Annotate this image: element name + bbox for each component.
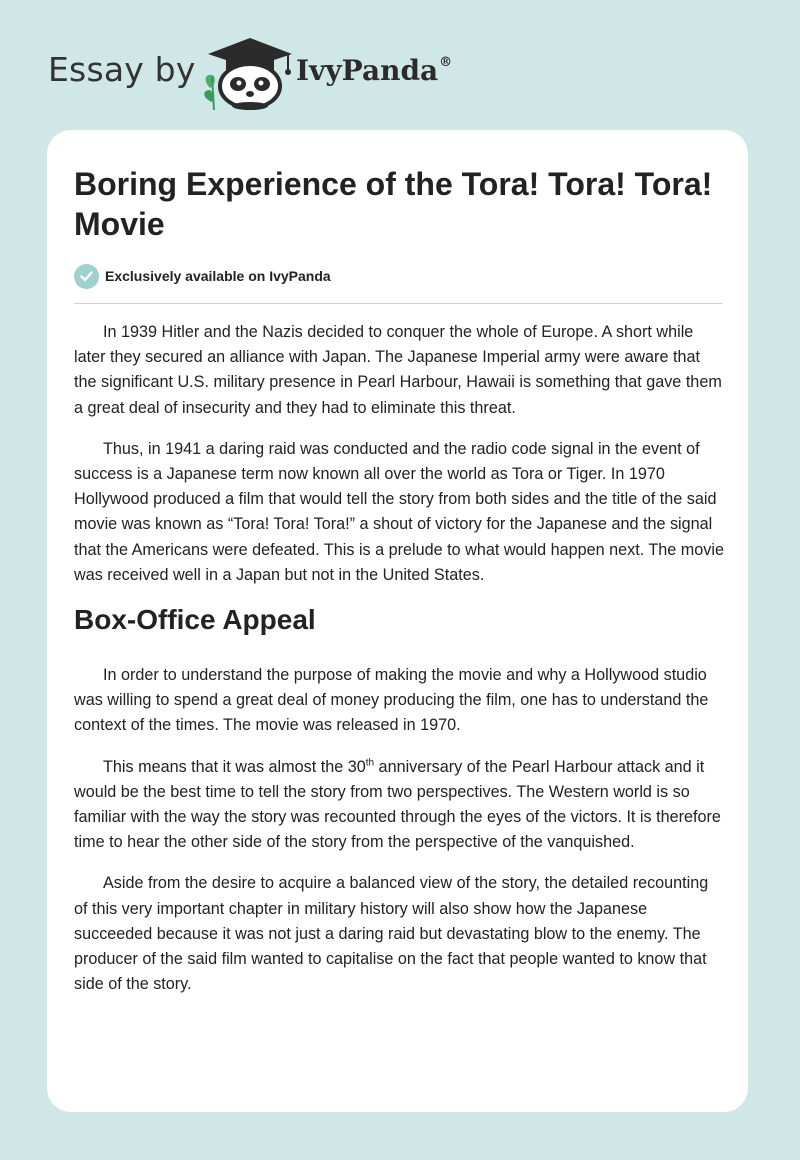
paragraph-text: anniversary of the Pearl Harbour attack and it would be the best time to tell the story from two perspectives. The Western world is so familiar with the way the story was recounted through the eyes of the victors. It is therefore time to hear the other side of the story from the perspective of the vanquished.: [74, 757, 721, 852]
registered-mark: ®: [439, 54, 453, 70]
paragraph: Thus, in 1941 a daring raid was conducted and the radio code signal in the event of success is a Japanese term now known all over the world as Tora or Tiger. In 1970 Hollywood produced a film that would tell the story from both sides and the title of the said movie was known as “Tora! Tora! Tora!” a shout of victory for the Japanese and the signal that the Americans were defeated. This is a prelude to what would happen next. The movie was received well in a Japan but not in the United States.: [74, 439, 724, 584]
paragraph: In order to understand the purpose of making the movie and why a Hollywood studio was willing to spend a great deal of money producing the film, one has to understand the context of the times. The movie was released in 1970.: [74, 666, 709, 735]
exclusive-badge: [74, 263, 331, 289]
brand-name[interactable]: [296, 54, 452, 87]
site-header: [0, 0, 800, 130]
panda-graduate-logo-icon[interactable]: [200, 36, 300, 110]
brand-prefix: Essay by: [48, 50, 196, 89]
badge-text: Exclusively available on IvyPanda: [105, 268, 331, 284]
divider: [74, 303, 722, 304]
paragraph: Aside from the desire to acquire a balanced view of the story, the detailed recounting of this very important chapter in military history will also show how the Japanese succeeded because it was not just a daring raid but devastating blow to the enemy. The producer of the said film wanted to capitalise on the fact that people wanted to know that side of the story.: [74, 874, 709, 994]
ordinal-suffix: th: [365, 757, 375, 769]
section-body: [74, 663, 726, 1013]
section-heading: Box-Office Appeal: [74, 604, 316, 635]
brand-name-text: IvyPanda: [296, 54, 439, 87]
check-circle-icon: [74, 264, 99, 289]
paragraph: [74, 755, 726, 856]
paragraph: In 1939 Hitler and the Nazis decided to conquer the whole of Europe. A short while later they secured an alliance with Japan. The Japanese Imperial army were aware that the significant U.S. military presence in Pearl Harbour, Hawaii is something that gave them a great deal of insecurity and they had to eliminate this threat.: [74, 323, 722, 417]
article-card: [47, 130, 748, 1112]
intro-body: [74, 320, 726, 604]
article-title: Boring Experience of the Tora! Tora! Tora! Movie: [74, 166, 713, 242]
paragraph-text: This means that it was almost the 30: [103, 757, 366, 776]
